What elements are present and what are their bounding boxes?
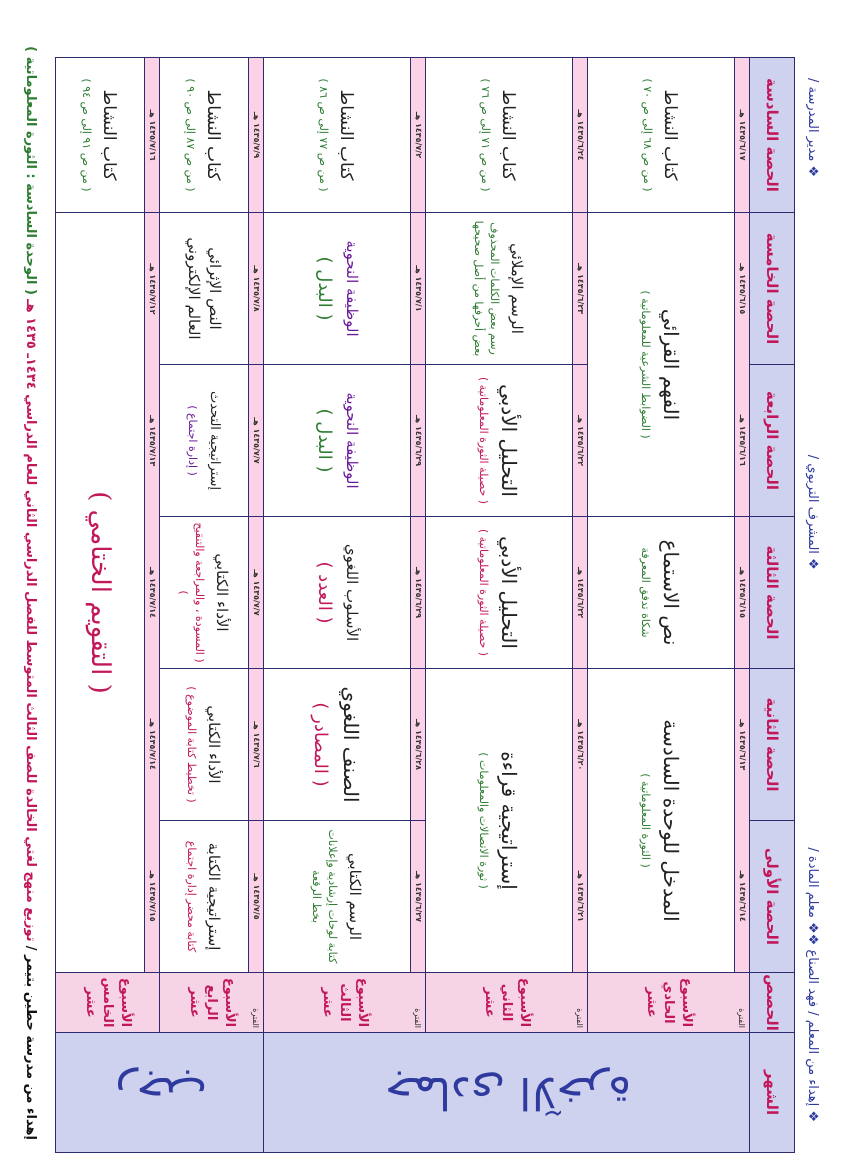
week-cell: الفترة الأسبوع الثالث عشر	[263, 973, 425, 1033]
lesson-cell: ١٤٣٥/٦/٢٢ هـ التحليل الأدبي ( حصيلة الثورة المعلوماتية )	[425, 517, 587, 669]
header-p2: الحصة الثانية	[750, 669, 795, 821]
bottom-margin-note	[798, 60, 820, 1140]
lesson-cell: ١٤٣٥/٦/٢٤ هـ كتاب النشاط ( من ص ٧١ إلى ص ٧٦ )	[425, 58, 587, 213]
lesson-cell: ١٤٣٥/٦/٢٣ هـ الرسم الإملائي رسم بعض الكلمات المحذوف بعض أحرفها من أصل صحيحها	[425, 213, 587, 365]
unit-title: ( الوحدة السادسة : الثورة المعلوماتية )	[23, 46, 38, 295]
schedule-sheet	[55, 57, 795, 1152]
header-p6: الحصة السادسة	[750, 58, 795, 213]
week-label: الأسبوع الثالث عشر	[319, 977, 370, 1028]
lesson-cell: ١٤٣٥/٧/٧ هـ إستراتيجية التحدث ( إدارة اجتماع )	[159, 365, 263, 517]
header-period: الحصص	[750, 973, 795, 1033]
lesson-cell: ١٤٣٥/٦/٢٠ هـ ١٤٣٥/٦/٢١ هـ إستراتيجية قراءة ( ثورة الاتصالات والمعلومات )	[425, 669, 587, 973]
week-label: الأسبوع الخامس عشر	[82, 977, 133, 1028]
month-cell	[263, 1033, 749, 1153]
week-label: الأسبوع الحادي عشر	[643, 977, 694, 1028]
table-row	[263, 58, 425, 1153]
supervisor-note: ❖ المشرف التربوي /	[805, 454, 820, 570]
header-p5: الحصة الخامسة	[750, 213, 795, 365]
final-assessment: ( التقويم الختامي )	[84, 491, 115, 694]
lesson-cell: ١٤٣٥/٦/١٥ هـ ١٤٣٥/٦/١٦ هـ الفهم القرائي ( الضوابط الشرعية للمعلوماتية )	[587, 213, 749, 517]
week-cell: الفترة الأسبوع الحادي عشر	[587, 973, 749, 1033]
week-cell: الفترة الأسبوع الرابع عشر	[159, 973, 263, 1033]
lesson-cell: ١٤٣٥/٦/١٣ هـ ١٤٣٥/٦/١٤ هـ المدخل للوحدة السادسة ( الثورة المعلوماتية )	[587, 669, 749, 973]
week-cell	[56, 973, 160, 1033]
header-p4: الحصة الرابعة	[750, 365, 795, 517]
lesson-cell: ١٤٣٥/٦/٢٨ هـ الصنف اللغوي ( المصادر )	[263, 669, 425, 821]
week-label: الأسبوع الرابع عشر	[186, 977, 237, 1028]
lesson-cell: ١٤٣٥/٦/١٥ هـ نص الاستماع شكاة تدفق المعرفة	[587, 517, 749, 669]
week-label: الأسبوع الثاني عشر	[481, 977, 532, 1028]
month-name: رجب	[115, 1067, 208, 1118]
lesson-cell: ١٤٣٥/٧/٥ هـ إستراتيجية الكتابة كتابة محضر إدارة اجتماع	[159, 821, 263, 973]
lesson-cell: ١٤٣٥/٧/١٦ هـ كتاب النشاط ( من ص ٩١ إلى ص ٩٤ )	[56, 58, 160, 213]
curriculum-title: توزيع منهج لغتي الخالدة للصف الثالث المتوسط للفصل الدراسي الثاني للعام الدراسي ١٤٣٤ـ ١٤٣٥ هـ	[23, 299, 38, 942]
lesson-cell: ١٤٣٥/٧/٨ هـ النص الإثرائي العالم الإلكتروني	[159, 213, 263, 365]
table-row	[56, 58, 160, 1153]
lesson-cell: ١٤٣٥/٦/٢٧ هـ الرسم الكتابي كتابة لوحات إرشادية وإعلانات بخط الرقعة	[263, 821, 425, 973]
header-p1: الحصة الأولى	[750, 821, 795, 973]
lesson-cell: ١٤٣٥/٦/٢٢ هـ التحليل الأدبي ( حصيلة الثورة المعلوماتية )	[425, 365, 587, 517]
header-row	[750, 58, 795, 1153]
lesson-cell: ١٤٣٥/٧/٢ هـ كتاب النشاط ( من ص ٧٧ إلى ص ٨٦ )	[263, 58, 425, 213]
lesson-cell: ١٤٣٥/٧/١ هـ الوظيفة النحوية ( البدل )	[263, 213, 425, 365]
lesson-cell: ١٤٣٥/٦/١٧ هـ كتاب النشاط ( من ص ٦٨ إلى ص ٧٠ )	[587, 58, 749, 213]
month-name: جمادى الآخرة	[385, 1067, 632, 1118]
schedule-table	[55, 57, 795, 1153]
lesson-cell: ١٤٣٥/٦/٢٩ هـ الوظيفة النحوية ( البدل )	[263, 365, 425, 517]
table-row	[159, 58, 263, 1153]
header-month: الشهر	[750, 1033, 795, 1153]
lesson-cell: ١٤٣٥/٧/١٢ هـ ١٤٣٥/٧/١٣ هـ ١٤٣٥/٧/١٤ هـ ١٤٣٥/٧/١٤ هـ ١٤٣٥/٧/١٥ هـ ( التقويم الختامي )	[56, 213, 160, 973]
lesson-cell: ١٤٣٥/٦/٢٩ هـ الأسلوب اللغوي ( العدد )	[263, 517, 425, 669]
top-margin-note	[16, 46, 38, 1140]
week-cell: الفترة الأسبوع الثاني عشر	[425, 973, 587, 1033]
lesson-cell: ١٤٣٥/٧/٩ هـ كتاب النشاط ( من ص ٨٧ إلى ص ٩٠ )	[159, 58, 263, 213]
principal-note: ❖ مدير المدرسة /	[805, 78, 820, 178]
table-row	[425, 58, 587, 1153]
table-row	[587, 58, 749, 1153]
month-cell	[56, 1033, 264, 1153]
gift-note: إهداء من مدرسة حطين بتيمر /	[23, 945, 38, 1140]
lesson-cell: ١٤٣٥/٧/٧ هـ الأداء الكتابي ( المسودة ، والمراجعة والتنقيح )	[159, 517, 263, 669]
header-p3: الحصة الثالثة	[750, 517, 795, 669]
teacher-note: ❖ إهداء من المعلم / فهد الصناع ❖❖ معلم المادة /	[805, 847, 820, 1122]
lesson-cell: ١٤٣٥/٧/٦ هـ الأداء الكتابي ( تخطيط كتابة الموضوع )	[159, 669, 263, 821]
